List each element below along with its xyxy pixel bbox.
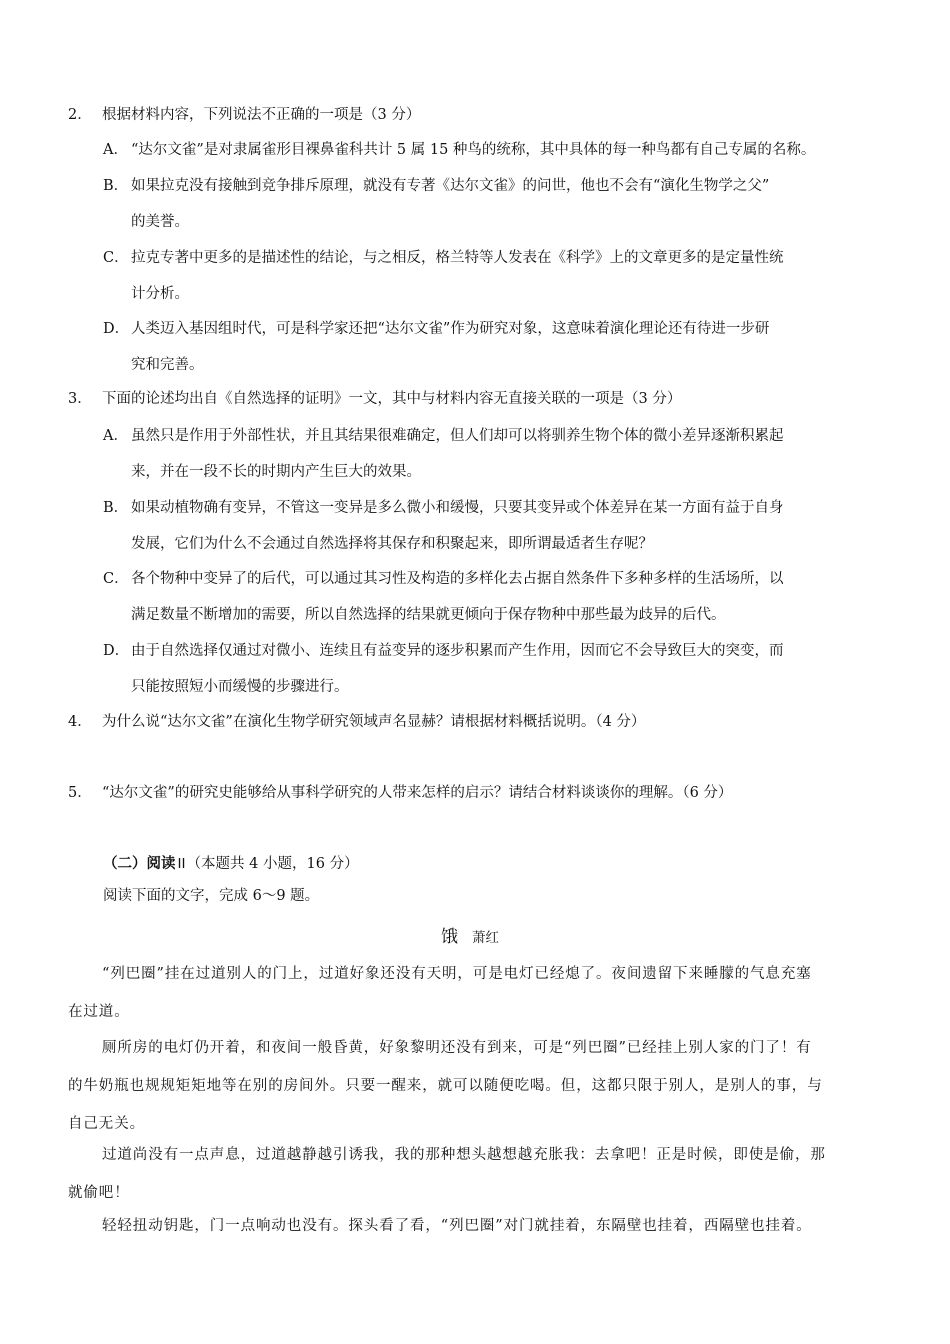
option-text: 由于自然选择仅通过对微小、连续且有益变异的逐步积累而产生作用，因而它不会导致巨大的突变，而 (131, 643, 784, 659)
option-text: 虽然只是作用于外部性状，并且其结果很难确定，但人们却可以将驯养生物个体的微小差异逐渐积累起 (131, 428, 784, 444)
question-stem: “达尔文雀”的研究史能够给从事科学研究的人带来怎样的启示？请结合材料谈谈你的理解。（6 分） (102, 785, 733, 801)
q2-option-a (103, 132, 885, 168)
option-text: 如果拉克没有接触到竞争排斥原理，就没有专著《达尔文雀》的问世，他也不会有“演化生物学之父” (131, 178, 770, 194)
q3-option-c (103, 561, 885, 633)
paragraph-line: 过道尚没有一点声息，过道越静越引诱我，我的那种想头越想越充胀我：去拿吧！正是时候，即使是偷，那 (102, 1147, 826, 1163)
section-heading-info: （本题共 4 小题，16 分） (186, 856, 359, 872)
question-5 (68, 781, 888, 805)
question-number: 2． (68, 107, 92, 123)
paragraph-line: 就偷吧！ (68, 1185, 130, 1201)
article-paragraph-2 (68, 1029, 883, 1143)
article-title-block (441, 924, 499, 951)
question-number: 4． (68, 714, 92, 730)
paragraph-line: “列巴圈”挂在过道别人的门上，过道好象还没有天明，可是电灯已经熄了。夜间遗留下来睡朦的气息充塞 (102, 966, 812, 982)
q2-option-b (103, 168, 885, 240)
q2-option-c (103, 240, 885, 312)
option-text: 人类迈入基因组时代，可是科学家还把“达尔文雀”作为研究对象，这意味着演化理论还有待进一步研 (131, 321, 770, 337)
option-letter: A． (103, 142, 128, 158)
option-letter: D． (103, 643, 130, 659)
option-text-cont: 究和完善。 (131, 357, 204, 373)
article-paragraph-3 (68, 1136, 883, 1212)
option-text-cont: 来，并在一段不长的时期内产生巨大的效果。 (131, 464, 421, 480)
option-text-cont: 只能按照短小而缓慢的步骤进行。 (131, 679, 349, 695)
question-number: 3． (68, 391, 92, 407)
question-stem: 根据材料内容，下列说法不正确的一项是（3 分） (102, 107, 421, 123)
option-text-cont: 的美誉。 (131, 214, 189, 230)
option-text: 拉克专著中更多的是描述性的结论，与之相反，格兰特等人发表在《科学》上的文章更多的是定量性统 (131, 250, 784, 266)
q3-option-a (103, 418, 885, 490)
question-stem: 为什么说“达尔文雀”在演化生物学研究领域声名显赫？请根据材料概括说明。（4 分） (102, 714, 646, 730)
option-letter: B． (103, 178, 129, 194)
section-instruction: 阅读下面的文字，完成 6～9 题。 (103, 888, 320, 904)
option-letter: A． (103, 428, 128, 444)
paragraph-line: 轻轻扭动钥匙，门一点响动也没有。探头看了看，“列巴圈”对门就挂着，东隔壁也挂着，西隔壁也挂着。 (102, 1218, 812, 1234)
question-2 (68, 103, 888, 127)
section-heading-label: （二）阅读 (103, 855, 176, 872)
option-text-cont: 计分析。 (131, 286, 189, 302)
option-text-cont: 满足数量不断增加的需要，所以自然选择的结果就更倾向于保存物种中那些最为歧异的后代。 (131, 607, 726, 623)
option-text: 各个物种中变异了的后代，可以通过其习性及构造的多样化去占据自然条件下多种多样的生活场所，以 (131, 571, 784, 587)
option-text: “达尔文雀”是对隶属雀形目裸鼻雀科共计 5 属 15 种鸟的统称，其中具体的每一种鸟都有自己专属的名称。 (131, 142, 816, 158)
article-paragraph-4 (68, 1207, 883, 1245)
option-letter: B． (103, 500, 129, 516)
article-author: 萧红 (472, 930, 499, 946)
question-3 (68, 387, 888, 411)
q2-option-d (103, 311, 885, 383)
article-title: 饿 (441, 927, 458, 947)
section-heading-roman: II (177, 856, 186, 872)
q3-option-b (103, 490, 885, 562)
paragraph-line: 的牛奶瓶也规规矩矩地等在别的房间外。只要一醒来，就可以随便吃喝。但，这都只限于别人，是别人的事，与 (68, 1078, 823, 1094)
q3-option-d (103, 633, 885, 705)
question-stem: 下面的论述均出自《自然选择的证明》一文，其中与材料内容无直接关联的一项是（3 分） (102, 391, 682, 407)
option-letter: C． (103, 571, 129, 587)
question-number: 5． (68, 785, 92, 801)
paragraph-line: 厕所房的电灯仍开着，和夜间一般昏黄，好象黎明还没有到来，可是“列巴圈”已经挂上别人家的门了！有 (102, 1040, 812, 1056)
paragraph-line: 在过道。 (68, 1004, 130, 1020)
option-letter: D． (103, 321, 130, 337)
question-4 (68, 710, 888, 734)
option-text-cont: 发展，它们为什么不会通过自然选择将其保存和积聚起来，即所谓最适者生存呢？ (131, 536, 653, 552)
option-letter: C． (103, 250, 129, 266)
section-heading (103, 852, 359, 876)
option-text: 如果动植物确有变异，不管这一变异是多么微小和缓慢，只要其变异或个体差异在某一方面有益于自身 (131, 500, 784, 516)
article-paragraph-1 (68, 955, 883, 1031)
paragraph-line: 自己无关。 (68, 1116, 145, 1132)
